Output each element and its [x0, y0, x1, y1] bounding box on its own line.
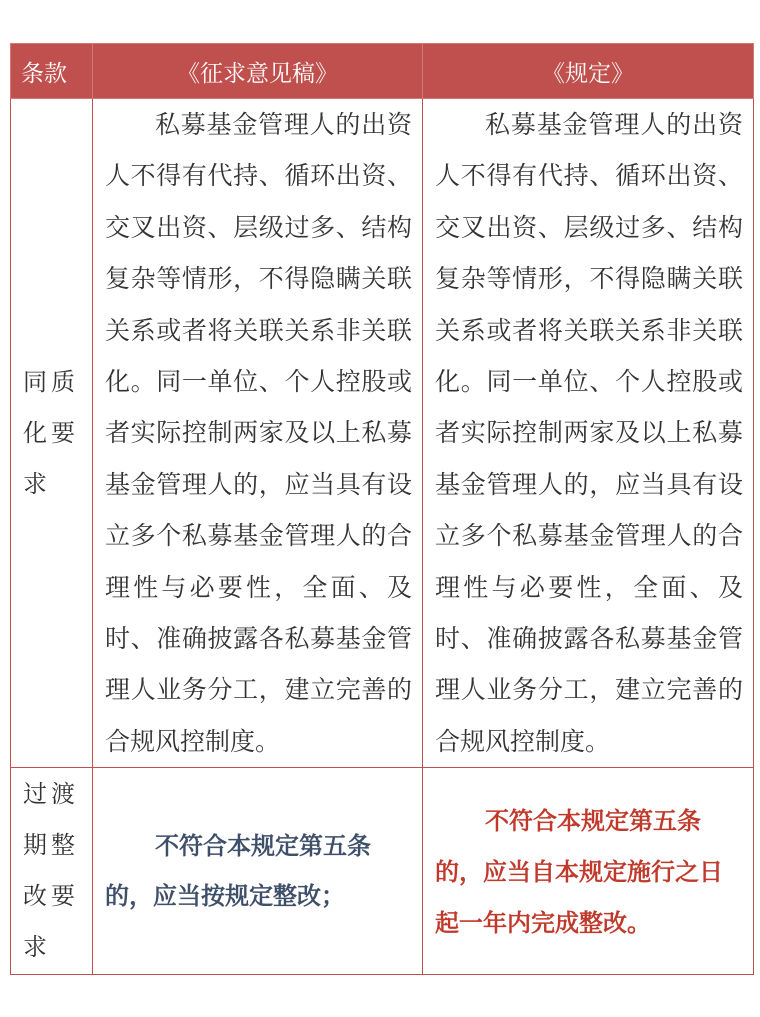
header-clause: 条款 [11, 44, 93, 99]
final-text: 私募基金管理人的出资人不得有代持、循环出资、交叉出资、层级过多、结构复杂等情形，不得隐瞒关联关系或者将关联关系非关联化。同一单位、个人控股或者实际控制两家及以上私募基金管理人的，应当具有设立多个私募基金管理人的合理性与必要性，全面、及时、准确披露各私募基金管理人业务分工，建立完善的合规风控制度。 [435, 110, 743, 756]
final-text: 不符合本规定第五条的，应当自本规定施行之日起一年内完成整改。 [435, 805, 723, 937]
row-label-cell [11, 99, 93, 768]
draft-text: 不符合本规定第五条的，应当按规定整改； [105, 831, 371, 911]
draft-cell [93, 768, 423, 975]
comparison-table [10, 43, 754, 975]
final-cell [423, 99, 754, 768]
draft-text: 私募基金管理人的出资人不得有代持、循环出资、交叉出资、层级过多、结构复杂等情形，不得隐瞒关联关系或者将关联关系非关联化。同一单位、个人控股或者实际控制两家及以上私募基金管理人的，应当具有设立多个私募基金管理人的合理性与必要性，全面、及时、准确披露各私募基金管理人业务分工，建立完善的合规风控制度。 [105, 110, 412, 756]
table-row [11, 99, 754, 768]
table-row [11, 768, 754, 975]
row-label-cell [11, 768, 93, 975]
draft-cell [93, 99, 423, 768]
row-label: 过渡期整改要求 [23, 780, 79, 962]
header-final: 《规定》 [423, 44, 754, 99]
final-cell [423, 768, 754, 975]
row-label: 同质化要求 [23, 367, 79, 498]
header-draft: 《征求意见稿》 [93, 44, 423, 99]
table-header-row [11, 44, 754, 99]
